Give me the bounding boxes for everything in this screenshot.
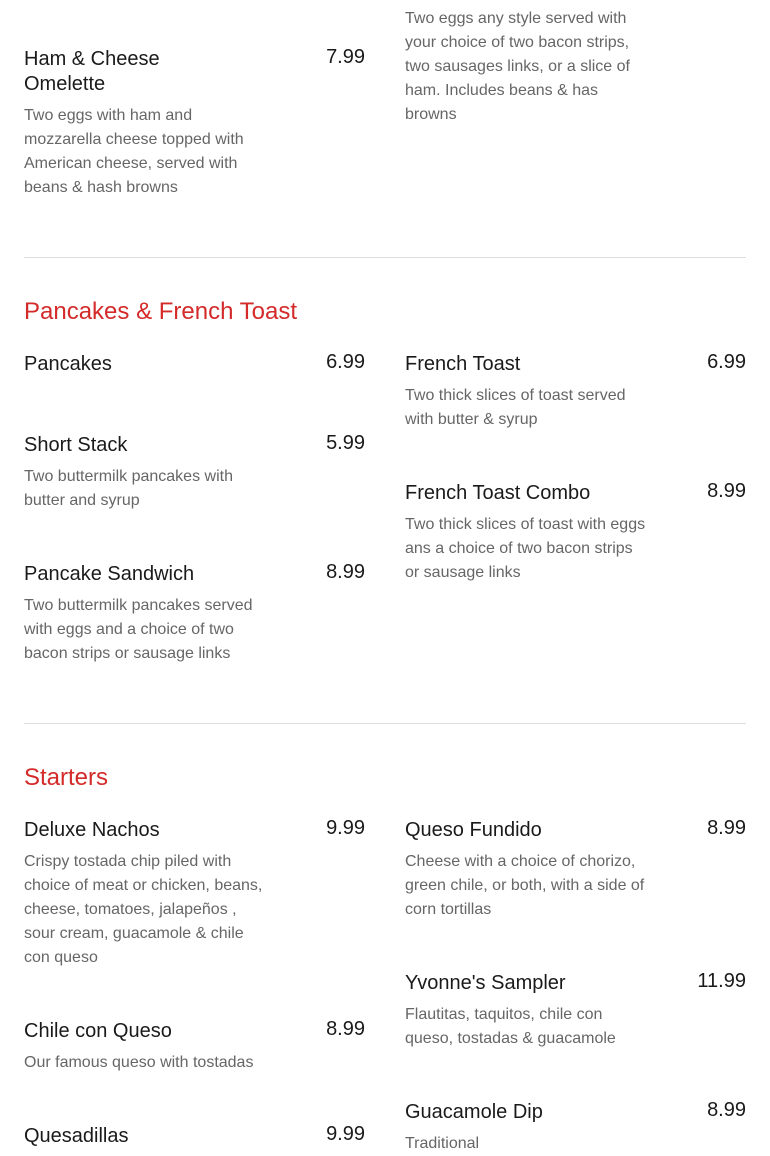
item-name: Short Stack <box>24 434 128 456</box>
item-description: Two buttermilk pancakes served with eggs and a choice of two bacon strips or sausage links <box>24 597 253 662</box>
item-price: 8.99 <box>707 1099 746 1121</box>
item-description: Two eggs any style served with your choice of two bacon strips, two sausages links, or a slice of ham. Includes beans & has browns <box>405 10 630 123</box>
item-price: 6.99 <box>326 351 365 373</box>
item-description: Two thick slices of toast with eggs ans a choice of two bacon strips or sausage links <box>405 516 646 581</box>
item-name: Guacamole Dip <box>405 1101 543 1123</box>
section-title-starters: Starters <box>24 764 109 791</box>
item-description: Two eggs with ham and mozzarella cheese topped with American cheese, served with beans & hash browns <box>24 107 244 196</box>
item-name: French Toast <box>405 353 521 375</box>
item-price: 8.99 <box>707 817 746 839</box>
item-description: Crispy tostada chip piled with choice of meat or chicken, beans, cheese, tomatoes, jalapeños , sour cream, guacamole & chile con queso <box>24 853 263 966</box>
item-price: 9.99 <box>326 817 365 839</box>
item-name: French Toast Combo <box>405 482 591 504</box>
section-divider <box>24 723 746 724</box>
item-description: Flautitas, taquitos, chile con queso, tostadas & guacamole <box>405 1006 616 1047</box>
section-title-pancakes: Pancakes & French Toast <box>24 298 298 325</box>
item-price: 9.99 <box>326 1123 365 1145</box>
item-price: 11.99 <box>697 970 746 992</box>
item-price: 8.99 <box>326 561 365 583</box>
item-description: Our famous queso with tostadas <box>24 1054 254 1071</box>
item-description: Cheese with a choice of chorizo, green chile, or both, with a side of corn tortillas <box>405 853 645 918</box>
item-description: Two buttermilk pancakes with butter and syrup <box>24 468 233 509</box>
item-price: 8.99 <box>326 1018 365 1040</box>
item-name: Deluxe Nachos <box>24 819 160 841</box>
section-divider <box>24 257 746 258</box>
item-price: 6.99 <box>707 351 746 373</box>
item-name: Quesadillas <box>24 1125 129 1147</box>
item-name: Ham & Cheese Omelette <box>24 48 160 95</box>
item-name: Pancakes <box>24 353 112 375</box>
item-name: Yvonne's Sampler <box>405 972 566 994</box>
item-price: 7.99 <box>326 46 365 68</box>
item-price: 8.99 <box>707 480 746 502</box>
item-description: Traditional <box>405 1135 480 1152</box>
item-price: 5.99 <box>326 432 365 454</box>
item-name: Queso Fundido <box>405 819 542 841</box>
item-name: Pancake Sandwich <box>24 563 195 585</box>
item-name: Chile con Queso <box>24 1020 172 1042</box>
item-description: Two thick slices of toast served with butter & syrup <box>405 387 626 428</box>
